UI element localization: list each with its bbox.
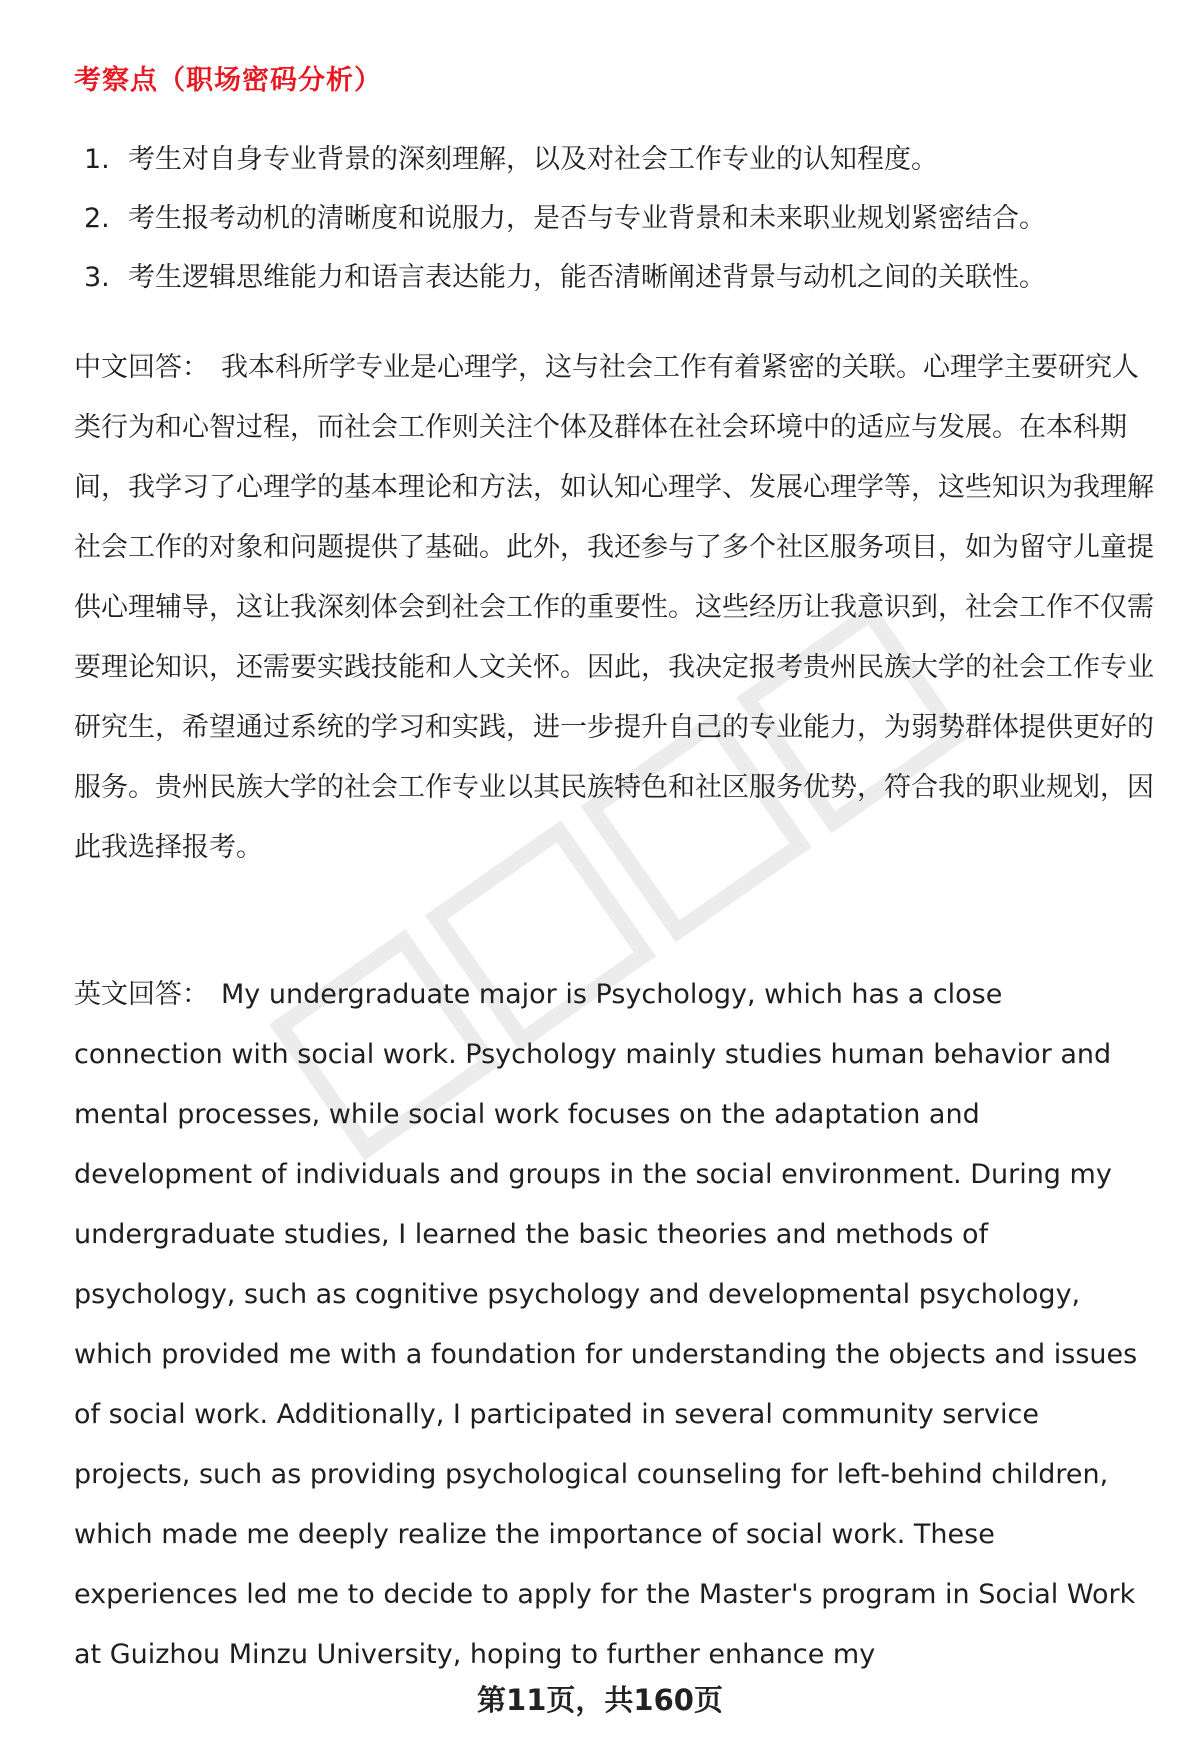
list-number: 3.: [84, 262, 110, 293]
english-answer-paragraph: [74, 965, 1154, 1685]
list-text: 考生逻辑思维能力和语言表达能力，能否清晰阐述背景与动机之间的关联性。: [128, 262, 1046, 293]
list-text: 考生报考动机的清晰度和说服力，是否与专业背景和未来职业规划紧密结合。: [128, 203, 1046, 234]
list-item: [84, 248, 1046, 307]
english-answer-label: 英文回答：: [74, 979, 209, 1010]
section-heading: 考察点（职场密码分析）: [74, 65, 382, 96]
list-text: 考生对自身专业背景的深刻理解，以及对社会工作专业的认知程度。: [128, 144, 938, 175]
chinese-answer-text: 我本科所学专业是心理学，这与社会工作有着紧密的关联。心理学主要研究人类行为和心智过程，而社会工作则关注个体及群体在社会环境中的适应与发展。在本科期间，我学习了心理学的基本理论和方法，如认知心理学、发展心理学等，这些知识为我理解社会工作的对象和问题提供了基础。此外，我还参与了多个社区服务项目，如为留守儿童提供心理辅导，这让我深刻体会到社会工作的重要性。这些经历让我意识到，社会工作不仅需要理论知识，还需要实践技能和人文关怀。因此，我决定报考贵州民族大学的社会工作专业研究生，希望通过系统的学习和实践，进一步提升自己的专业能力，为弱势群体提供更好的服务。贵州民族大学的社会工作专业以其民族特色和社区服务优势，符合我的职业规划，因此我选择报考。: [74, 352, 1154, 863]
page-number: 第11页，共160页: [477, 1683, 723, 1717]
assessment-points-list: [84, 130, 1046, 307]
english-answer-text: My undergraduate major is Psychology, which has a close connection with social work. Psychology mainly studies human behavior and mental processes, while social work focuses on the adaptation and development of individuals and groups in the social environment. During my undergraduate studies, I learned the basic theories and methods of psychology, such as cognitive psychology and developmental psychology, which provided me with a foundation for understanding the objects and issues of social work. Additionally, I participated in several community service projects, such as providing psychological counseling for left-behind children, which made me deeply realize the importance of social work. These experiences led me to decide to apply for the Master's program in Social Work at Guizhou Minzu University, hoping to further enhance my: [74, 979, 1138, 1670]
chinese-answer-label: 中文回答：: [74, 352, 209, 383]
list-item: [84, 130, 1046, 189]
list-item: [84, 189, 1046, 248]
list-number: 1.: [84, 144, 110, 175]
chinese-answer-paragraph: [74, 338, 1154, 878]
list-number: 2.: [84, 203, 110, 234]
